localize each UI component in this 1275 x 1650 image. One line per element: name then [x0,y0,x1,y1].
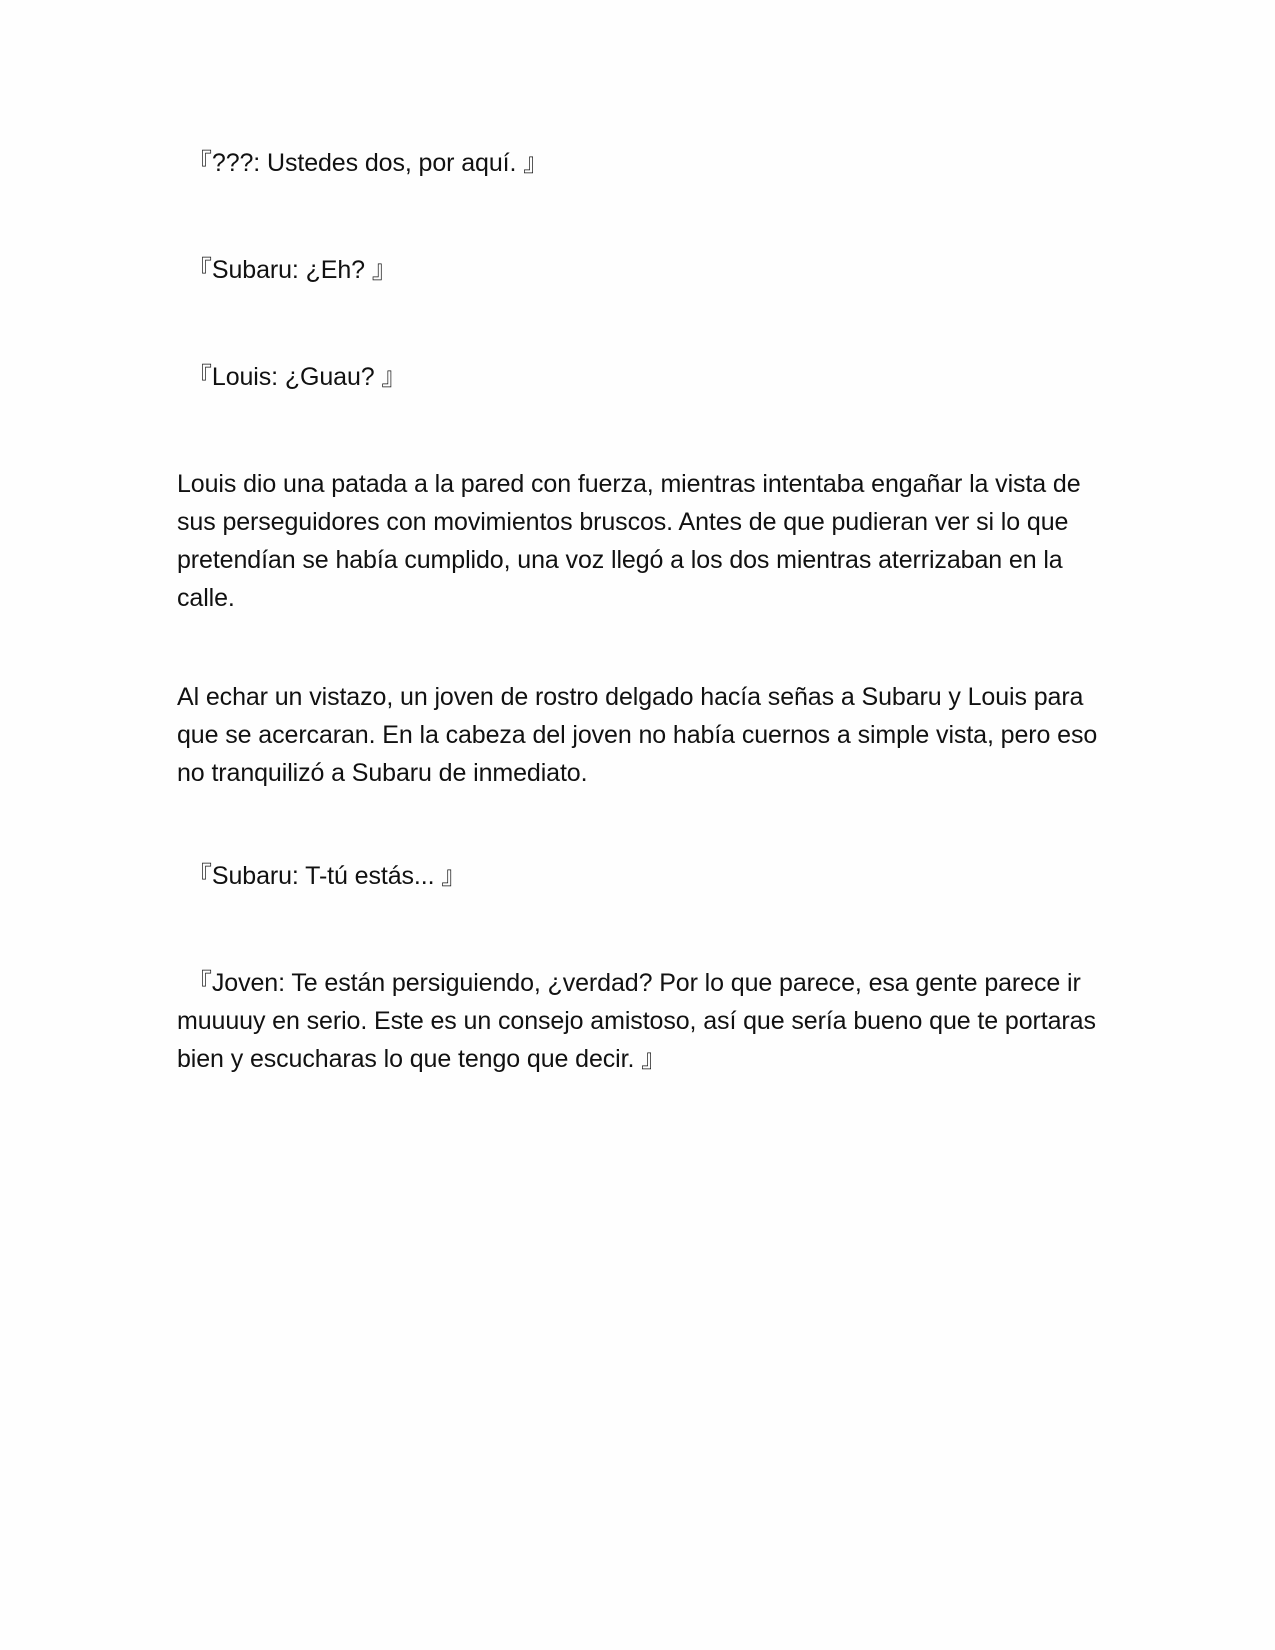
dialogue-line-subaru-eh: 『Subaru: ¿Eh? 』 [187,256,397,284]
dialogue-line-subaru-question: 『Subaru: T-tú estás... 』 [187,862,467,890]
narration-paragraph-young-man: Al echar un vistazo, un joven de rostro delgado hacía señas a Subaru y Louis para que se acercaran. En la cabeza del joven no había cuernos a simple vista, pero eso no tranquilizó a Subaru de inmediato. [177,683,1098,787]
dialogue-line-stranger: 『???: Ustedes dos, por aquí. 』 [187,149,549,177]
dialogue-line-louis: 『Louis: ¿Guau? 』 [187,363,407,391]
dialogue-paragraph-joven: 『Joven: Te están persiguiendo, ¿verdad? Por lo que parece, esa gente parece ir muuuuy en serio. Este es un consejo amistoso, así que sería bueno que te portaras bien y escucharas lo que tengo que decir. 』 [177,969,1096,1073]
narration-paragraph-escape: Louis dio una patada a la pared con fuerza, mientras intentaba engañar la vista de sus perseguidores con movimientos bruscos. Antes de que pudieran ver si lo que pretendían se había cumplido, una voz llegó a los dos mientras aterrizaban en la calle. [177,470,1081,612]
